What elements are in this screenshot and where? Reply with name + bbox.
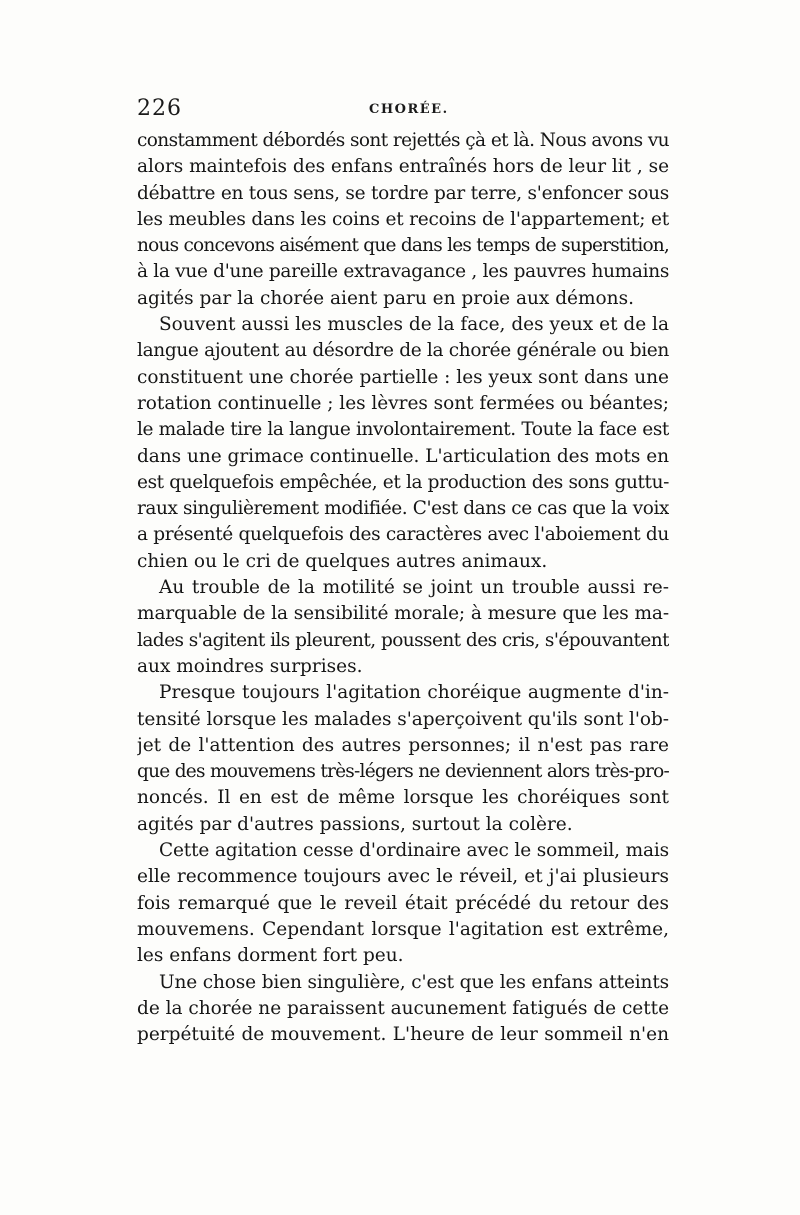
text-line: elle recommence toujours avec le réveil, et j'ai plusieurs [137, 866, 669, 888]
text-line: à la vue d'une pareille extravagance , les pauvres humains [137, 261, 669, 283]
text-line: dans une grimace continuelle. L'articulation des mots en [137, 445, 669, 467]
text-line: agités par la chorée aient paru en proie aux démons. [137, 287, 634, 309]
text-line: constituent une chorée partielle : les yeux sont dans une [137, 366, 669, 388]
paragraph-3 [137, 575, 669, 680]
text-line: le malade tire la langue involontairement. Toute la face est [137, 419, 669, 441]
text-line: tensité lorsque les malades s'aperçoivent qu'ils sont l'ob- [137, 708, 669, 730]
text-line: est quelquefois empêchée, et la production des sons guttu- [137, 471, 669, 493]
text-line: marquable de la sensibilité morale; à mesure que les ma- [137, 603, 669, 625]
text-line: mouvemens. Cependant lorsque l'agitation est extrême, [137, 918, 669, 940]
text-line: nous concevons aisément que dans les temps de superstition, [137, 235, 669, 257]
text-line: Cette agitation cesse d'ordinaire avec le sommeil, mais [159, 840, 669, 862]
text-line: les enfans dorment fort peu. [137, 945, 404, 967]
text-line: langue ajoutent au désordre de la chorée générale ou bien [137, 340, 669, 362]
text-line: Une chose bien singulière, c'est que les enfans atteints [159, 971, 669, 993]
text-line: alors maintefois des enfans entraînés hors de leur lit , se [137, 156, 669, 178]
page-number: 226 [137, 96, 182, 121]
text-line: chien ou le cri de quelques autres animaux. [137, 550, 548, 572]
text-line: aux moindres surprises. [137, 655, 363, 677]
text-line: noncés. Il en est de même lorsque les choréiques sont [137, 787, 669, 809]
paragraph-2 [137, 312, 669, 575]
text-line: Souvent aussi les muscles de la face, des yeux et de la [159, 314, 669, 336]
text-line: agités par d'autres passions, surtout la colère. [137, 813, 573, 835]
paragraph-6 [137, 970, 669, 1049]
text-line: jet de l'attention des autres personnes; il n'est pas rare [137, 734, 669, 756]
text-line: Presque toujours l'agitation choréique augmente d'in- [159, 682, 669, 704]
text-line: de la chorée ne paraissent aucunement fatigués de cette [137, 997, 669, 1019]
running-title: CHORÉE. [369, 102, 449, 117]
body-text [137, 128, 669, 1048]
running-head [137, 96, 669, 124]
text-line: lades s'agitent ils pleurent, poussent des cris, s'épouvantent [137, 629, 669, 651]
text-line: les meubles dans les coins et recoins de l'appartement; et [137, 208, 669, 230]
text-line: que des mouvemens très-légers ne deviennent alors très-pro- [137, 761, 669, 783]
text-line: raux singulièrement modifiée. C'est dans ce cas que la voix [137, 498, 669, 520]
text-line: débattre en tous sens, se tordre par terre, s'enfoncer sous [137, 182, 669, 204]
text-line: rotation continuelle ; les lèvres sont fermées ou béantes; [137, 392, 669, 414]
text-line: perpétuité de mouvement. L'heure de leur sommeil n'en [137, 1024, 669, 1046]
paragraph-5 [137, 838, 669, 969]
text-line: fois remarqué que le reveil était précédé du retour des [137, 892, 669, 914]
paragraph-1 [137, 128, 669, 312]
paragraph-4 [137, 680, 669, 838]
text-line: constamment débordés sont rejettés çà et là. Nous avons vu [137, 130, 669, 151]
text-line: Au trouble de la motilité se joint un trouble aussi re- [159, 577, 669, 599]
text-line: a présenté quelquefois des caractères avec l'aboiement du [137, 524, 669, 546]
